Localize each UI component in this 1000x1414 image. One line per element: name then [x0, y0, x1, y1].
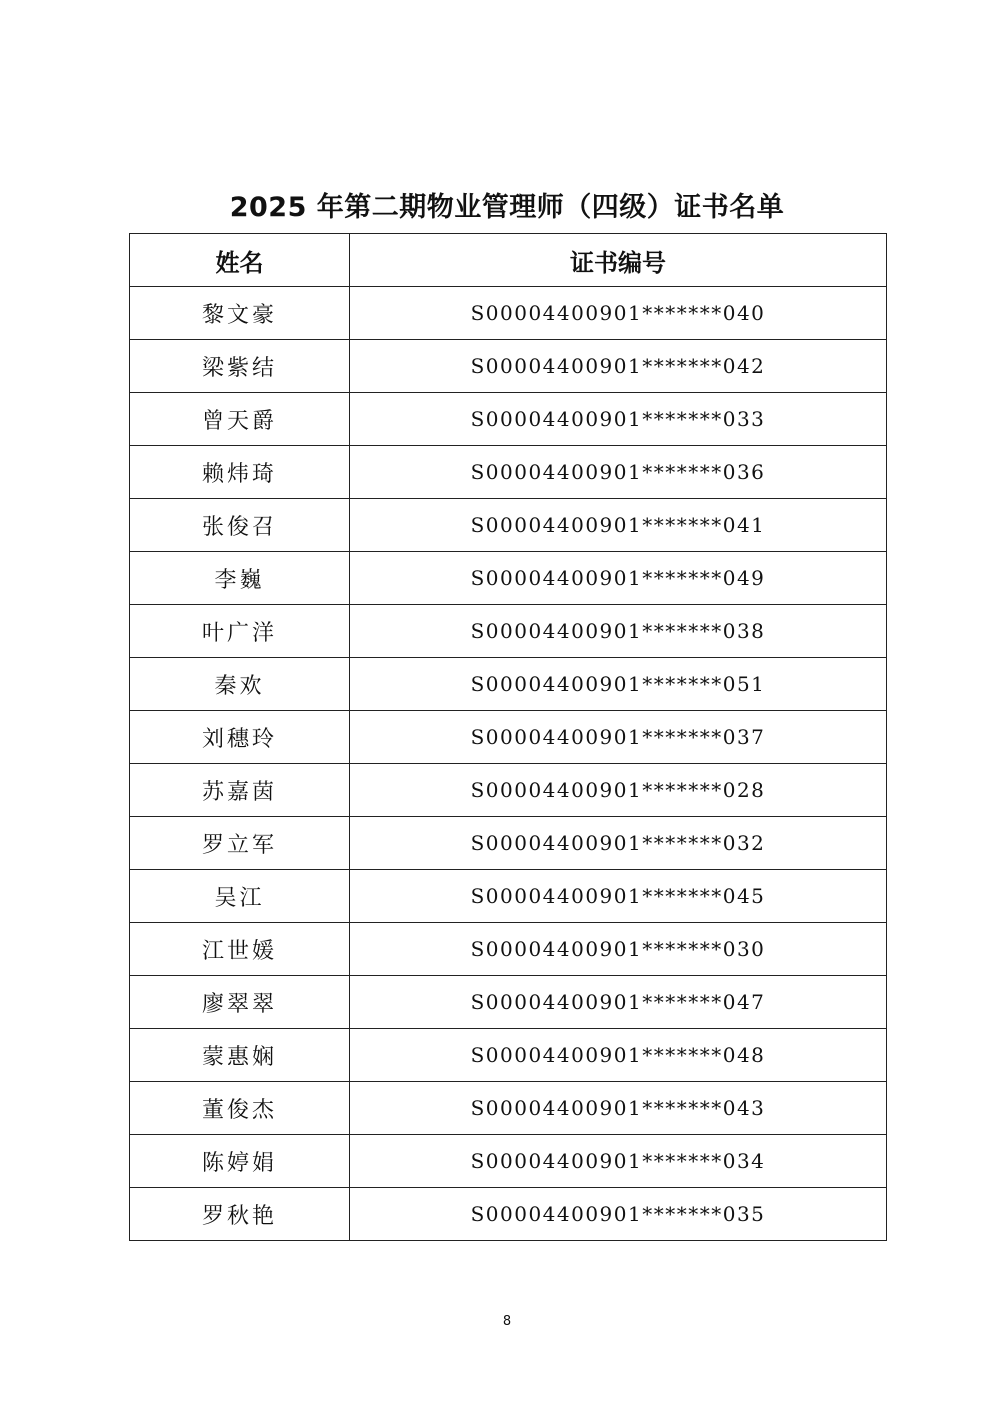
name-cell: 吴江 — [130, 870, 350, 923]
table-row — [130, 711, 887, 764]
table-row — [130, 340, 887, 393]
name-cell: 蒙惠娴 — [130, 1029, 350, 1082]
table-row — [130, 499, 887, 552]
certificate-no-cell: S00004400901*******034 — [350, 1135, 887, 1188]
certificate-no-cell: S00004400901*******042 — [350, 340, 887, 393]
name-cell: 曾天爵 — [130, 393, 350, 446]
table-row — [130, 764, 887, 817]
table-row — [130, 817, 887, 870]
certificate-no-cell: S00004400901*******030 — [350, 923, 887, 976]
table-row — [130, 976, 887, 1029]
name-cell: 张俊召 — [130, 499, 350, 552]
table-row — [130, 658, 887, 711]
name-cell: 李巍 — [130, 552, 350, 605]
certificate-no-cell: S00004400901*******048 — [350, 1029, 887, 1082]
certificate-no-cell: S00004400901*******049 — [350, 552, 887, 605]
table-row — [130, 923, 887, 976]
table-row — [130, 1135, 887, 1188]
certificate-no-cell: S00004400901*******028 — [350, 764, 887, 817]
certificate-no-cell: S00004400901*******045 — [350, 870, 887, 923]
name-cell: 廖翠翠 — [130, 976, 350, 1029]
certificate-no-cell: S00004400901*******036 — [350, 446, 887, 499]
certificate-no-cell: S00004400901*******040 — [350, 287, 887, 340]
name-cell: 叶广洋 — [130, 605, 350, 658]
certificate-no-cell: S00004400901*******041 — [350, 499, 887, 552]
table-row — [130, 393, 887, 446]
name-cell: 苏嘉茵 — [130, 764, 350, 817]
name-cell: 罗立军 — [130, 817, 350, 870]
table-header-row — [130, 234, 887, 287]
table-row — [130, 1082, 887, 1135]
table-row — [130, 552, 887, 605]
column-header-certificate-no: 证书编号 — [350, 234, 887, 287]
name-cell: 刘穗玲 — [130, 711, 350, 764]
certificate-no-cell: S00004400901*******035 — [350, 1188, 887, 1241]
certificate-no-cell: S00004400901*******032 — [350, 817, 887, 870]
document-title: 2025 年第二期物业管理师（四级）证书名单 — [229, 192, 785, 223]
table-row — [130, 1029, 887, 1082]
name-cell: 赖炜琦 — [130, 446, 350, 499]
certificate-no-cell: S00004400901*******037 — [350, 711, 887, 764]
name-cell: 罗秋艳 — [130, 1188, 350, 1241]
table-row — [130, 870, 887, 923]
certificate-no-cell: S00004400901*******033 — [350, 393, 887, 446]
page-number: 8 — [502, 1314, 512, 1329]
table-row — [130, 287, 887, 340]
certificate-no-cell: S00004400901*******051 — [350, 658, 887, 711]
table-row — [130, 446, 887, 499]
certificate-no-cell: S00004400901*******038 — [350, 605, 887, 658]
certificate-no-cell: S00004400901*******047 — [350, 976, 887, 1029]
certificate-table — [129, 233, 887, 1241]
certificate-no-cell: S00004400901*******043 — [350, 1082, 887, 1135]
table-row — [130, 605, 887, 658]
name-cell: 黎文豪 — [130, 287, 350, 340]
column-header-name: 姓名 — [130, 234, 350, 287]
table-row — [130, 1188, 887, 1241]
name-cell: 江世媛 — [130, 923, 350, 976]
name-cell: 董俊杰 — [130, 1082, 350, 1135]
name-cell: 梁紫结 — [130, 340, 350, 393]
name-cell: 秦欢 — [130, 658, 350, 711]
name-cell: 陈婷娟 — [130, 1135, 350, 1188]
